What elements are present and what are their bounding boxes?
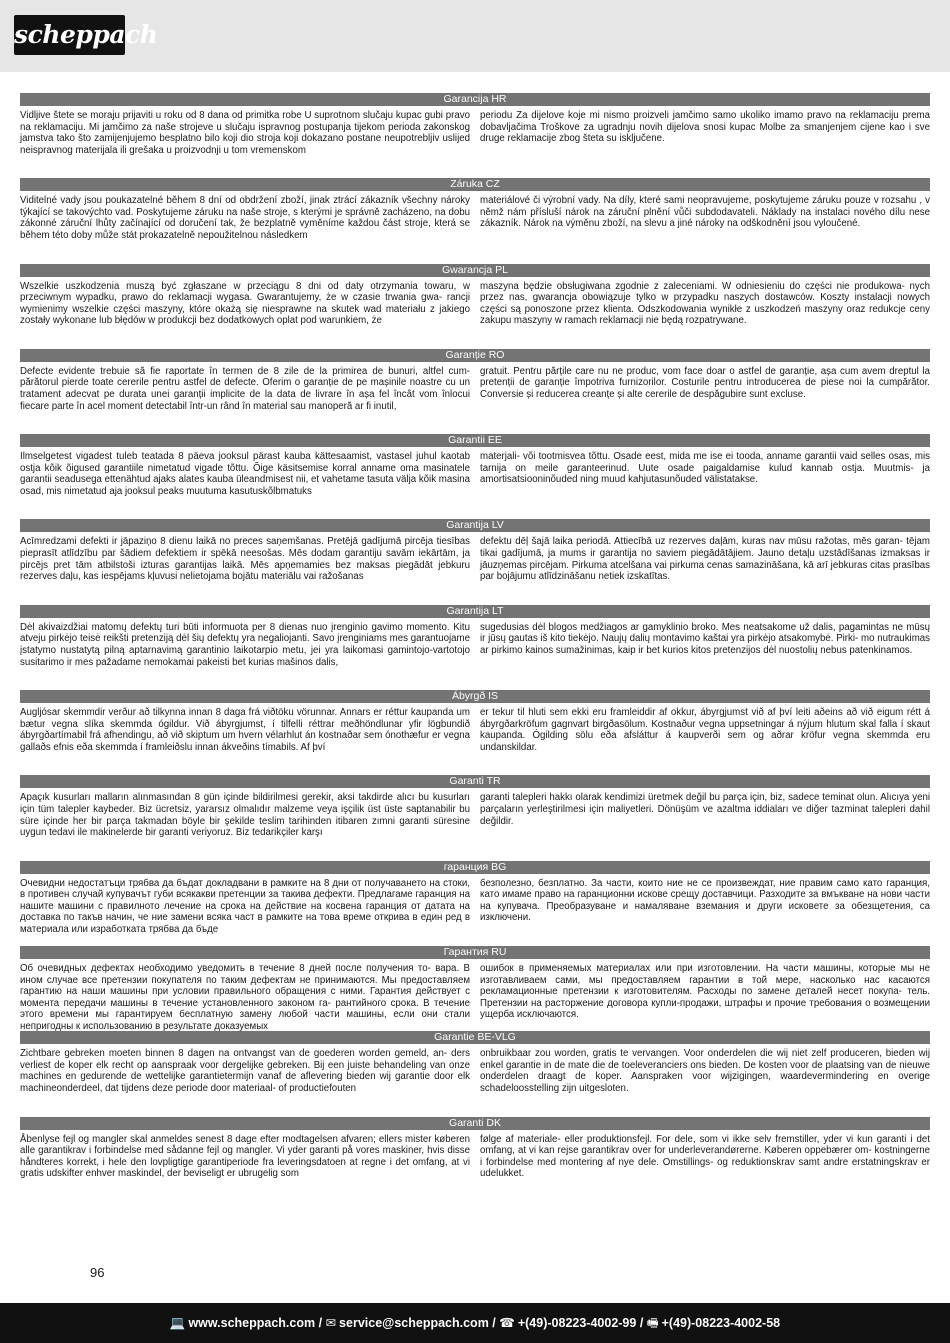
section-text-left: Augljósar skemmdir verður að tilkynna innan 8 daga frá viðtöku vörunnar. Annars er réttur kaupanda um bætur vegna slíka skemmda ógildur. Við ábyrgjumst, í tilfelli réttrar meðhöndlunar yfir lögbundið ábyrgðartímabil frá afhendingu, að við skiptum um hvern vélarhlut án kostnaðar sem ónothæfur er vegna gallaðs efnis eða skemmda í framleiðslu innan ákveðins tímabils. Af því (20, 707, 470, 753)
section-text-right: materiálové či výrobní vady. Na díly, které sami neopravujeme, poskytujeme záruku pouze v rozsahu , v němž nám přísluší nárok na záruční plnění vůči subdodavateli. Náklady na instalaci nového dílu nese zákazník. Nárok na výměnu zboží, na slevu a jiné nároky na odškodnění jsou vyloučené. (480, 195, 930, 230)
section-text-left: Åbenlyse fejl og mangler skal anmeldes senest 8 dage efter modtagelsen afvaren; ellers mister køberen alle garantikrav i forbindelse med sådanne fejl og mangler. Vi yder garanti på vores maskiner, hvis disse håndteres korrekt, i hele den lovpligtige garantiperiode fra leveringsdatoen at regne i det omfang, at vi gratis udskifter enhver maskindel, der beviseligt er ubrugelig som (20, 1133, 470, 1180)
section-title: Garantija LT (20, 605, 930, 618)
warranty-section-be-vlg (20, 1031, 930, 1116)
section-text-left: Wszelkie uszkodzenia muszą być zgłaszane w przeciągu 8 dni od daty otrzymania towaru, w przeciwnym wypadku, prawo do reklamacji wygasa. Gwarantujemy, że w czasie trwania gwa- rancji wymienimy wszelkie części maszyny, które okażą się niesprawne na skutek wad materiału z jakiego zostały wykonane lub błędów w produkcji bez dodatkowych oplat pod warunkiem, że (20, 280, 470, 327)
section-text-right: sugedusias dėl blogos medžiagos ar gamyklinio broko. Mes neatsakome už dalis, pagamintas ne mūsų ir jūsų gautas iš kito tiekėjo. Naujų dalių montavimo kaštai yra pirkėjo atsakomybė. Pirki- mo nutraukimas ar pirkimo kainos sumažinimas, kaip ir bet kurios kitos pretenzijos dėl nuostolių nebus patenkinamos. (480, 621, 930, 656)
warranty-section-dk (20, 1117, 930, 1202)
section-text-right: materjali- või tootmisvea tõttu. Osade eest, mida me ise ei tooda, anname garantii vaid selles osas, mis tarnija on meile garanteerinud. Uute osade paigaldamise kulud kannab ostja. Muutmis- ja amortisatsiooninõuded ning muud kahjutasunõuded välistatakse. (480, 451, 930, 486)
warranty-section-tr (20, 775, 930, 860)
section-title: Garantija LV (20, 519, 930, 532)
separator: / (492, 1316, 496, 1330)
section-text-left: Ilmselgetest vigadest tuleb teatada 8 päeva jooksul pärast kauba kättesaamist, vastasel juhul kaotab ostja kõik õigused garantiile nimetatud vigade tõttu. Õige käsitsemise korral anname oma masinatele garantii seadusega ettenähtud ajaks alates kauba üleandmisest nii, et vahetame tasuta välja kõik masina osad, mis nimetatud aja jooksul peaks muutuma kasutuskõlbmatuks (20, 451, 470, 497)
section-text-right: gratuit. Pentru părțile care nu ne produc, vom face doar o astfel de garanție, așa cum avem dreptul la pretenții de garanție împotriva furnizorilor. Costurile pentru introducerea de piese noi la cumpărător. Conversie și reducerea creanțe și alte cererile de despăgubire sunt excluse. (480, 365, 930, 401)
section-text-left: Об очевидных дефектах необходимо уведомить в течение 8 дней после получения то- вара. В ином случае все претензии покупателя по таким дефектам не принимаются. Мы предоставляем гарантию на наши машины при условии правильного обращения с ними. Гарантия действует с момента передачи машины в течение установленного законом га- рантийного срока. В течение этого времени мы гарантируем бесплатную замену любой части машины, если они стали непригодны к использованию в результате доказуемых (20, 962, 470, 1032)
warranty-section-lt (20, 605, 930, 690)
section-text-right: onbruikbaar zou worden, gratis te vervangen. Voor onderdelen die wij niet zelf produceren, bieden wij enkel garantie in de mate die de toeleveranciers ons bieden. De kosten voor de plaatsing van de nieuwe onderdelen draagt de koper. Aanspraken voor wijzigingen, waardevermindering en overige schadeloosstelling zijn uitgesloten. (480, 1048, 930, 1095)
phone-number[interactable]: +(49)-08223-4002-99 (517, 1316, 637, 1330)
warranty-section-ee (20, 434, 930, 519)
section-text-right: maszyna będzie obsługiwana zgodnie z zaleceniami. W odniesieniu do części nie produkowa- nych przez nas, gwarancja obowiązuje tylko w przypadku naszych dostawców. Koszty instalacji nowych części są ponoszone przez klienta. Odszkodowania wynikłe z uszkodzeń maszyny oraz redukcje ceny zakupu maszyny w ramach reklamacji nie będą rozpatrywane. (480, 280, 930, 327)
fax-icon: 🖷 (646, 1316, 659, 1330)
warranty-section-ro (20, 349, 930, 434)
section-text-left: Zichtbare gebreken moeten binnen 8 dagen na ontvangst van de goederen worden gemeld, an- ders verliest de koper elk recht op aanspraak voor dergelijke gebreken. Bij een juiste behandeling van onze machines en gedurende de wettelijke garantietermijn vanaf de aflevering bieden wij garantie door elk machineonderdeel, dat tijdens deze periode door materiaal- of productiefouten (20, 1048, 470, 1095)
section-text-right: følge af materiale- eller produktionsfejl. For dele, som vi ikke selv fremstiller, yder vi kun garanti i det omfang, at vi kan rejse garantikrav over for underleverandørerne. Køberen oppebærer om- kostningerne i forbindelse med montering af nye dele. Omstillings- og reduktionskrav samt andre erstatningskrav er udelukket. (480, 1133, 930, 1180)
section-title: Garancija HR (20, 93, 930, 106)
section-title: Garanti DK (20, 1117, 930, 1130)
section-text-right: безполезно, безплатно. За части, които ние не се произвеждат, ние правим само като гаранция, като имаме право на гаранционни искове срещу доставчици. Разходите за вмъкване на нови части на купувача. Преобразуване и намаляване вземания и други исковете за обезщетения, са изключени. (480, 877, 930, 924)
mail-icon: ✉ (325, 1316, 337, 1330)
section-text-left: Viditelné vady jsou poukazatelné během 8 dní od obdržení zboží, jinak ztrácí zákazník všechny nároky týkající se takovýchto vad. Poskytujeme záruku na naše stroje, s kterými je správně zacházeno, na dobu zákonné záruční lhůty začínající od doručení tak, že bezplatně vyměníme každou část stroje, která se během této doby může stát prokazatelně nepoužitelnou následkem (20, 195, 470, 242)
warranty-section-hr (20, 93, 930, 178)
section-title: Garanție RO (20, 349, 930, 362)
website-link[interactable]: www.scheppach.com (188, 1316, 316, 1330)
section-title: Záruka CZ (20, 178, 930, 191)
email-link[interactable]: service@scheppach.com (339, 1316, 489, 1330)
section-text-left: Apaçık kusurları malların alınmasından 8 gün içinde bildirilmesi gerekir, aksi takdirde alıcı bu kusurları için tüm talepler kaybeder. Biz ücretsiz, yararsız olmalıdır malzeme veya işçilik üst üste saptanabilir bu süre içinde her bir parça takmadan böyle bir şekilde teslim tarihinden itibaren zımni garanti süresine uygun tedavi ile makinelerde bir garanti veriyoruz. Biz tedarikçiler karşı (20, 792, 470, 839)
section-title: Garantii EE (20, 434, 930, 447)
separator: / (318, 1316, 323, 1330)
section-text-left: Dėl akivaizdžiai matomų defektų turi būti informuota per 8 dienas nuo įrenginio gavimo momento. Kitu atveju pirkėjo teisė reikšti pretenziją dėl šių defektų yra negaliojanti. Savo įrenginiams mes garantuojame įstatymo nustatytą pilną aptarnavimą garantinio laikotarpio metu, jei yra laikomasi gamintojo-vartotojo susitarimo ir mes pažadame nemokamai pakeisti bet kurias mašinos dalis, (20, 621, 470, 668)
page-number: 96 (90, 1265, 105, 1280)
section-title: Garanti TR (20, 775, 930, 788)
section-title: Garantie BE-VLG (20, 1031, 930, 1044)
section-text-right: garanti talepleri hakkı olarak kendimizi üretmek değil bu parça için, biz, sadece teminat olun. Alıcıya yeni parçaların yerleştirilmesi için maliyetleri. Dönüşüm ve azaltma iddiaları ve diğer tazminat talepleri dahil değildir. (480, 792, 930, 827)
separator: / (639, 1316, 644, 1330)
section-text-right: er tekur til hluti sem ekki eru framleiddir af okkur, ábyrgjumst við af því leiti aðeins að við eigum rétt á ábyrgðarkröfum gagnvart birgðasölum. Kostnaður vegna uppsetningar á nýjum hlutum skal falla í skaut kaupanda. Ógilding sölu eða afsláttur á kaupverði sem og aðrar kröfur vegna skemmda eru undanskildar. (480, 707, 930, 753)
warranty-section-cz (20, 178, 930, 263)
header-bar (0, 0, 950, 72)
contact-footer (0, 1303, 950, 1343)
section-title: Gwarancja PL (20, 264, 930, 277)
warranty-section-lv (20, 519, 930, 604)
section-title: Ábyrgð IS (20, 690, 930, 703)
computer-icon: 💻 (169, 1316, 186, 1330)
section-text-right: defektu dēļ šajā laika periodā. Attiecībā uz rezerves daļām, kuras nav mūsu ražotas, mēs garan- tējam tikai gadījumā, ja mums ir garantija no saviem piegādātājiem. Jauno detaļu uzstādīšanas izmaksas ir jāuzņemas pircējam. Pirkuma atcelšana vai pirkuma cenas samazināšana, kā arī jebkuras citas prasības par bojājumu atlīdzināšanu netiek izskatītas. (480, 536, 930, 583)
section-title: Гарантия RU (20, 946, 930, 959)
section-text-left: Очевидни недостатъци трябва да бъдат докладвани в рамките на 8 дни от получаването на стоки, в противен случай купувачът губи всякакви претенции за такива дефекти. Предлагаме гаранция на нашите машини с правилното лечение на срока на действие на косвена гаранция от датата на доставка по такъв начин, че ние замени всяка част в рамките на това време открива в един ред в материала или изработката трябва да бъде (20, 877, 470, 936)
section-text-left: Acīmredzami defekti ir jāpaziņo 8 dienu laikā no preces saņemšanas. Pretējā gadījumā pircēja tiesības pieprasīt atlīdzību par šādiem defektiem ir spēkā neesošas. Mēs dodam garantiju savām iekārtām, ja pircējs pret tām atbilstoši izturas garantijas laikā. Mēs apņemamies bez maksas piegādāt jebkuru rezerves daļu, kas iespējams kļuvusi nelietojama bojātu materiālu vai ražošanas (20, 536, 470, 583)
section-text-right: ошибок в применяемых материалах или при изготовлении. На части машины, которые мы не изготавливаем сами, мы предоставляем гарантии в той мере, насколько нас касаются рекламационные претензии к изготовителям. Расходы по замене деталей несет покупа- тель. Претензии на расторжение договора купли-продажи, штрафы и прочие требования о возмещении ущерба исключаются. (480, 962, 930, 1021)
warranty-section-pl (20, 264, 930, 349)
warranty-section-bg (20, 861, 930, 946)
section-text-left: Vidljive štete se moraju prijaviti u roku od 8 dana od primitka robe U suprotnom slučaju kupac gubi pravo na reklamaciju. Mi jamčimo za naše strojeve u slučaju ispravnog postupanja tijekom perioda zakonskog jamstva tako što zamijenjujemo besplatno bilo koji dio stroja koji dokazano postane neupotrebljiv uslijed neispravnog materijala ili grešaka u proizvodnji u tom vremenskom (20, 110, 470, 156)
warranty-section-is (20, 690, 930, 775)
section-text-left: Defecte evidente trebuie să fie raportate în termen de 8 zile de la primirea de bunuri, altfel cum- părătorul pierde toate cererile pentru astfel de defecte. Oferim o garanție de pe mașinile noastre cu un tratament adecvat pe durata unei garanții implicite de la data de livrare în așa fel încât vom înlocui fiecare parte în acel moment detectabil într-un rând în material sau manoperă ar fi inutil, (20, 365, 470, 412)
section-text-right: periodu Za dijelove koje mi nismo proizveli jamčimo samo ukoliko imamo pravo na reklamaciju prema dobavljačima Troškove za ugradnju novih dijelova snosi kupac Molbe za smanjenjem cijene kao i sve druge reklamacije zbog šteta su isključene. (480, 110, 930, 145)
warranty-sections (20, 93, 930, 1202)
scheppach-logo: scheppach (14, 15, 125, 55)
section-title: гаранция BG (20, 861, 930, 874)
fax-number: +(49)-08223-4002-58 (661, 1316, 781, 1330)
warranty-section-ru (20, 946, 930, 1031)
phone-icon: ☎ (499, 1316, 515, 1330)
